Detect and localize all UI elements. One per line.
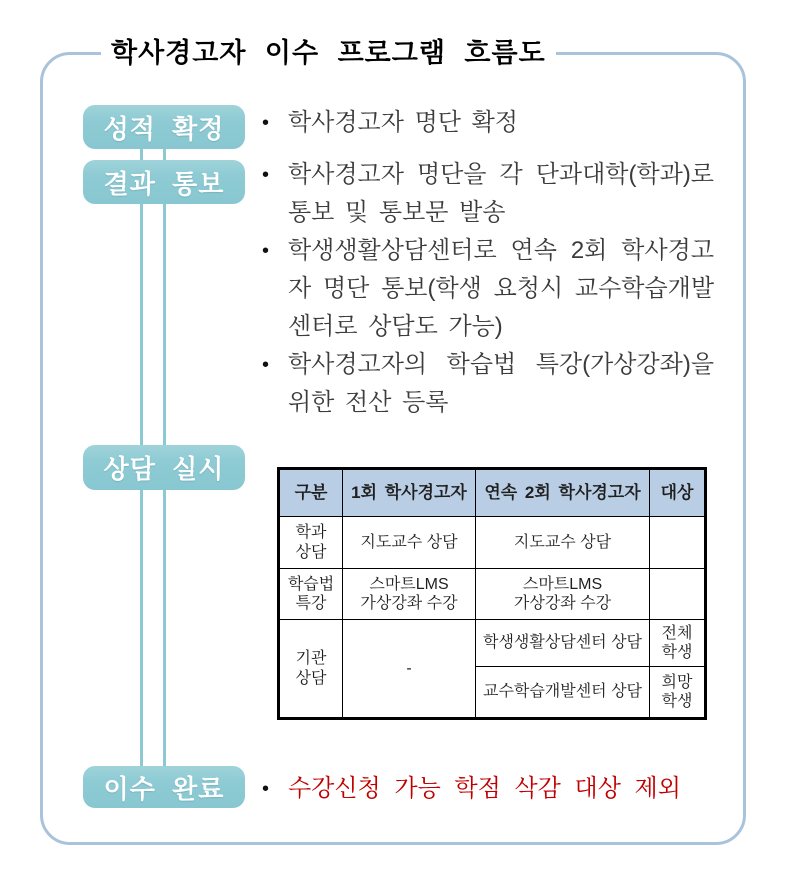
page-title: 학사경고자 이수 프로그램 흐름도	[101, 33, 556, 73]
cell-agency-second-a: 학생생활상담센터 상담	[476, 620, 650, 667]
list-item	[262, 346, 714, 422]
notes-completion	[262, 770, 732, 808]
cell-dept-target	[650, 517, 706, 569]
bullet-icon: •	[262, 112, 270, 134]
step-label: 상담 실시	[103, 454, 225, 484]
note-text: 학사경고자의 학습법 특강(가상강좌)을 위한 전산 등록	[288, 351, 714, 416]
column-header-target: 대상	[650, 469, 706, 517]
step-label: 결과 통보	[103, 168, 225, 199]
cell-agency-target-b: 희망 학생	[650, 667, 706, 719]
list-item	[262, 104, 714, 142]
bullet-icon: •	[262, 164, 270, 186]
note-text-highlight: 수강신청 가능 학점 삭감 대상 제외	[288, 775, 681, 802]
row-label-dept: 학과 상담	[279, 517, 343, 569]
cell-lecture-second: 스마트LMS 가상강좌 수강	[476, 569, 650, 620]
table-row-agency-consult-a	[279, 620, 706, 667]
notes-grade-confirm	[262, 104, 714, 142]
cell-agency-first: -	[343, 620, 476, 719]
step-box-completion	[83, 766, 245, 808]
note-text: 학생생활상담센터로 연속 2회 학사경고자 명단 통보(학생 요청시 교수학습개발센터로 상담도 가능)	[288, 237, 714, 340]
cell-agency-target-a: 전체 학생	[650, 620, 706, 667]
note-text: 학사경고자 명단을 각 단과대학(학과)로 통보 및 통보문 발송	[288, 161, 714, 226]
cell-dept-first: 지도교수 상담	[343, 517, 476, 569]
bullet-icon: •	[262, 778, 270, 800]
column-header-type: 구분	[279, 469, 343, 517]
consult-table	[277, 467, 707, 720]
row-label-agency: 기관 상담	[279, 620, 343, 719]
cell-agency-second-b: 교수학습개발센터 상담	[476, 667, 650, 719]
table-header-row	[279, 469, 706, 517]
step-label: 이수 완료	[103, 773, 225, 804]
notes-result-notice	[262, 156, 714, 422]
bullet-icon: •	[262, 354, 270, 376]
step-box-consult	[83, 445, 245, 490]
column-header-first-warning: 1회 학사경고자	[343, 469, 476, 517]
list-item	[262, 156, 714, 232]
cell-dept-second: 지도교수 상담	[476, 517, 650, 569]
table-row-study-lecture	[279, 569, 706, 620]
step-box-result-notice	[83, 160, 245, 204]
cell-lecture-first: 스마트LMS 가상강좌 수강	[343, 569, 476, 620]
bullet-icon: •	[262, 240, 270, 262]
note-text: 학사경고자 명단 확정	[288, 109, 518, 136]
list-item	[262, 232, 714, 346]
step-label: 성적 확정	[103, 113, 225, 144]
row-label-lecture: 학습법 특강	[279, 569, 343, 620]
table-row-dept-consult	[279, 517, 706, 569]
step-box-grade-confirm	[83, 105, 245, 149]
list-item	[262, 770, 732, 808]
column-header-second-warning: 연속 2회 학사경고자	[476, 469, 650, 517]
cell-lecture-target	[650, 569, 706, 620]
